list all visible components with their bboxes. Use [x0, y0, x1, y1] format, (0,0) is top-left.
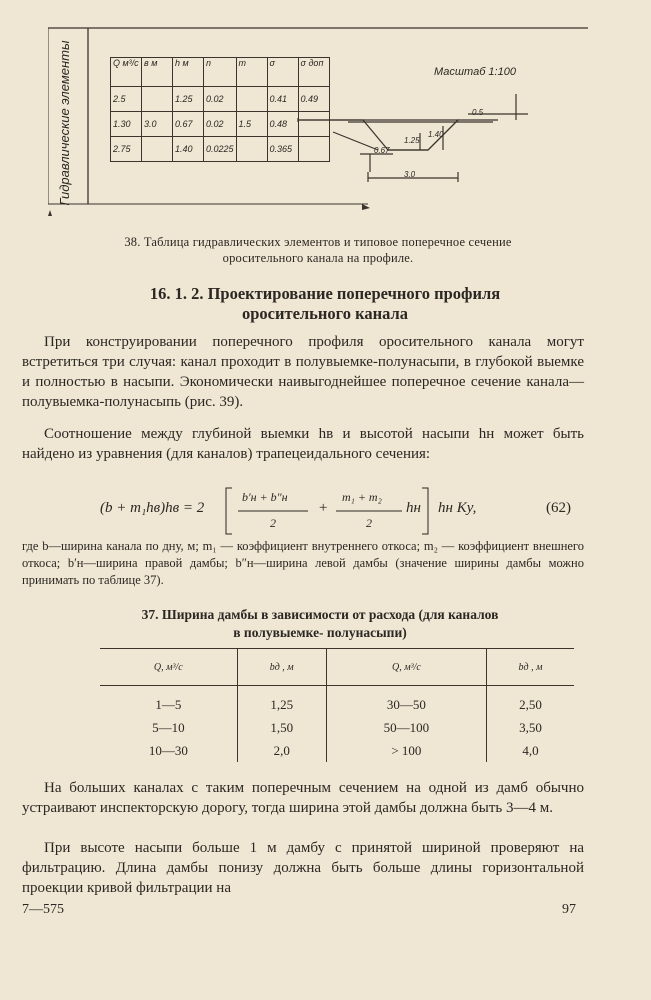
plus-sign: + — [318, 500, 329, 516]
dim-label: 1.25 — [404, 136, 420, 145]
scale-label: Масштаб 1:100 — [434, 66, 516, 78]
paragraph: При конструировании поперечного профиля оросительного канала могут встретиться три случая: канал проходит в полувыемке-полунасыпи, в глубокой выемке и полностью в насыпи. Экономически наивыгоднейшее поперечное сечение канала—полувыемка-полунасыпь (рис. 39). — [22, 334, 584, 410]
vertical-label: Гидравлические элементы — [57, 40, 72, 206]
table-row: 1—5 1,25 30—50 2,50 — [100, 686, 574, 717]
dim-label: 0.5 — [472, 108, 484, 117]
variable-definitions: где b—ширина канала по дну, м; m₁ — коэффициент внутреннего откоса; m₂ — коэффициент внешнего откоса; b′н—ширина правой дамбы; b″н—ширина левой дамбы (значение ширины дамбы можно принимать по таблице 37). — [22, 539, 584, 587]
hydraulic-elements-table — [110, 57, 330, 162]
formula-62 — [100, 486, 580, 536]
col-header: в м — [142, 58, 173, 87]
table-row: 1.30 3.0 0.67 0.02 1.5 0.48 — [111, 112, 330, 137]
col-header: bд , м — [487, 649, 574, 686]
table-row: 2.75 1.40 0.0225 0.365 — [111, 137, 330, 162]
denominator-2: 2 — [366, 516, 372, 530]
formula-hn: hн — [406, 500, 421, 516]
numerator-2: m₁ + m₂ — [342, 490, 382, 504]
numerator-1: b′н + b″н — [242, 490, 288, 504]
col-header: Q, м³/с — [326, 649, 486, 686]
figure-caption: 38. Таблица гидравлических элементов и типовое поперечное сечение оросительного канала на профиле. — [124, 235, 512, 265]
formula-number: (62) — [546, 500, 571, 516]
figure-38 — [48, 22, 588, 222]
table-row: 10—30 2,0 > 100 4,0 — [100, 739, 574, 762]
col-header: m — [236, 58, 267, 87]
dim-label: 3.0 — [404, 170, 416, 179]
page-number: 97 — [562, 902, 576, 917]
section-heading: 16. 1. 2. Проектирование поперечного профиля оросительного канала — [149, 284, 501, 323]
col-header: bд , м — [237, 649, 326, 686]
col-header: σ — [267, 58, 298, 87]
paragraph: На больших каналах с таким поперечным сечением на одной из дамб обычно устраивают инспекторскую дорогу, тогда ширина этой дамбы должна быть 3—4 м. — [22, 780, 584, 816]
col-header: h м — [173, 58, 204, 87]
paragraph: Соотношение между глубиной выемки hв и высотой насыпи hн может быть найдено из уравнения (для каналов) трапецеидального сечения: — [22, 426, 584, 462]
col-header: σ доп — [298, 58, 329, 87]
table-row: 2.5 1.25 0.02 0.41 0.49 — [111, 87, 330, 112]
col-header: Q м³/с — [111, 58, 142, 87]
dim-label: 1.40 — [428, 130, 444, 139]
formula-rhs: hн Kу, — [438, 500, 477, 516]
dim-label: 0.67 — [374, 146, 390, 155]
paragraph: При высоте насыпи больше 1 м дамбу с принятой шириной проверяют на фильтрацию. Длина дамбы понизу должна быть больше длины горизонтальной проекции кривой фильтрации на — [22, 840, 584, 896]
col-header: n — [204, 58, 237, 87]
table-row: 5—10 1,50 50—100 3,50 — [100, 716, 574, 739]
page-signature: 7—575 — [22, 902, 64, 917]
denominator-1: 2 — [270, 516, 276, 530]
col-header: Q, м³/с — [100, 649, 237, 686]
formula-lhs: (b + m₁hв)hв = 2 — [100, 500, 205, 516]
dam-width-table — [100, 648, 574, 762]
table-caption: 37. Ширина дамбы в зависимости от расхода (для каналов в полувыемке- полунасыпи) — [141, 607, 499, 640]
